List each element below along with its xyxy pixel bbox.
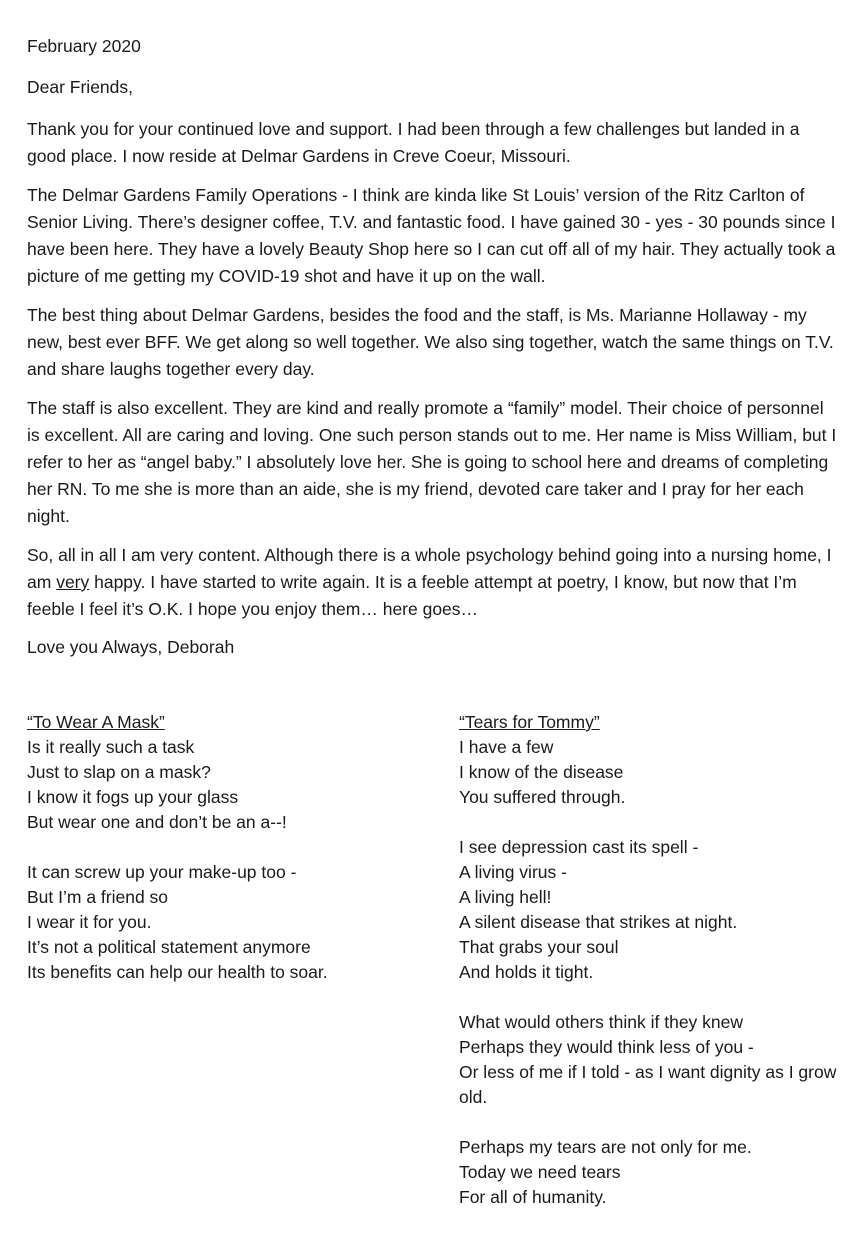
paragraph-staff: The staff is also excellent. They are kind and really promote a “family” model. Their choice of personnel is excellent. All are caring and loving. One such person stands out to me. Her name is Miss William, but I refer to her as “angel baby.” I absolutely love her. She is going to school here and dreams of completing her RN. To me she is more than an aide, she is my friend, devoted care taker and I pray for her each night. [27, 398, 837, 526]
poem-line: I have a few [459, 737, 554, 757]
poem-line: That grabs your soul [459, 937, 619, 957]
poem-line: What would others think if they knew [459, 1012, 744, 1032]
poem-line: Perhaps my tears are not only for me. [459, 1137, 752, 1157]
poem-stanza [459, 835, 837, 985]
poem-line: Is it really such a task [27, 737, 195, 757]
poem-to-wear-a-mask [27, 710, 427, 1010]
poems-section [27, 710, 837, 1230]
poem-line: And holds it tight. [459, 962, 594, 982]
paragraph-delmar-gardens: The Delmar Gardens Family Operations - I think are kinda like St Louis’ version of the Ritz Carlton of Senior Living. There’s designer coffee, T.V. and fantastic food. I have gained 30 - yes - 30 pounds since I have been here. They have a lovely Beauty Shop here so I can cut off all of my hair. They actually took a picture of me getting my COVID-19 shot and have it up on the wall. [27, 185, 836, 286]
poem-line: It can screw up your make-up too - [27, 862, 297, 882]
content-text-after: happy. I have started to write again. It is a feeble attempt at poetry, I know, but now that I’m feeble I feel it’s O.K. I hope you enjoy them… here goes… [27, 572, 797, 619]
poem-stanza [459, 735, 837, 810]
content-emphasis: very [56, 572, 90, 592]
poem-line: But wear one and don’t be an a--! [27, 812, 287, 832]
poem-line: Perhaps they would think less of you - [459, 1037, 754, 1057]
poem-line: Today we need tears [459, 1162, 621, 1182]
poem-stanza [459, 1135, 837, 1210]
poem-line: I know it fogs up your glass [27, 787, 239, 807]
paragraph-content [27, 542, 837, 623]
poem-line: Its benefits can help our health to soar. [27, 962, 328, 982]
poem-line: But I’m a friend so [27, 887, 169, 907]
poem-line: I wear it for you. [27, 912, 152, 932]
poem-line: Or less of me if I told - as I want dignity as I grow old. [459, 1062, 837, 1107]
poem-line: A living virus - [459, 862, 567, 882]
signoff: Love you Always, Deborah [27, 637, 235, 657]
poem-stanza [27, 735, 427, 835]
poem-line: It’s not a political statement anymore [27, 937, 311, 957]
poem-title: “To Wear A Mask” [27, 712, 165, 732]
poem-tears-for-tommy [459, 710, 837, 1235]
paragraph-best-friend: The best thing about Delmar Gardens, besides the food and the staff, is Ms. Marianne Hollaway - my new, best ever BFF. We get along so well together. We also sing together, watch the same things on T.V. and share laughs together every day. [27, 305, 834, 379]
poem-title: “Tears for Tommy” [459, 712, 600, 732]
poem-line: Just to slap on a mask? [27, 762, 211, 782]
poem-stanza [27, 860, 427, 985]
letter-date: February 2020 [27, 36, 141, 56]
poem-line: A silent disease that strikes at night. [459, 912, 738, 932]
salutation: Dear Friends, [27, 77, 134, 97]
poem-line: A living hell! [459, 887, 552, 907]
paragraph-thanks: Thank you for your continued love and support. I had been through a few challenges but landed in a good place. I now reside at Delmar Gardens in Creve Coeur, Missouri. [27, 119, 800, 166]
poem-line: You suffered through. [459, 787, 626, 807]
poem-line: For all of humanity. [459, 1187, 607, 1207]
poem-line: I know of the disease [459, 762, 624, 782]
poem-line: I see depression cast its spell - [459, 837, 699, 857]
poem-stanza [459, 1010, 837, 1110]
content-text-before: So, all in all I am very content. Although there is a whole psychology behind going into a nursing home, I am [27, 545, 832, 592]
letter [27, 34, 837, 659]
